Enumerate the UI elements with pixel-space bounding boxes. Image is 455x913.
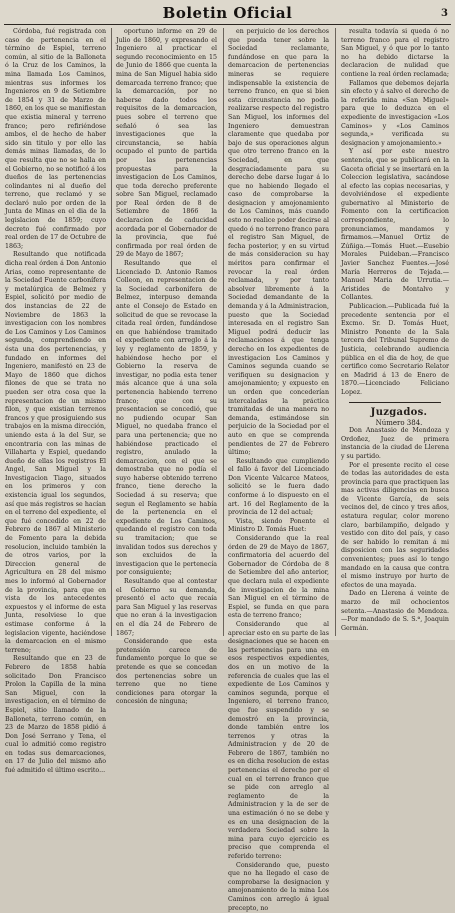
paragraph: Considerando que esta pretensión carece de fundamento porque lo que se pretende es que se concedan dos pertenencias sobre un terreno que no tiene condiciones para otorgar la concesión de ninguna; xyxy=(116,638,217,706)
paragraph: Resultando que en 23 de Febrero de 1858 había solicitado Don Francisco Prolon la Capilla de la mina San Miguel, con la investigacion, en el término de Espiel, sitio llamado de la Balloneta, terreno común, en 23 de Marzo de 1858 pidió á Don José Serrano y Tena, el cual lo admitió como registro en todas sus demarcaciones, en 17 de Julio del mismo año fué admitido el último escrito... xyxy=(5,655,106,775)
section-heading-juzgados: Juzgados. xyxy=(370,406,428,418)
paragraph: Resultando que cumpliendo el fallo á favor del Licenciado Don Vicente Valcarce Mateos, solicitó se le fuera dado conforme á lo dispuesto en el art. 16 del Reglamento de la provincia de 12 del actual; xyxy=(228,457,329,517)
masthead-title: Boletin Oficial xyxy=(162,4,293,22)
column-4 xyxy=(341,28,449,636)
paragraph: Y así por este nuestro sentencia, que se publicará en la Gaceta oficial y se insertará en la Coleccion legislativa, sacándose al efecto las copias necesarias, y devolviéndose el expediente gubernativo al Ministerio de Fomento con la certificacion correspondiente, lo pronunciamos, mandamos y firmamos.—Manuel Ortiz de Zúñiga.—Tomás Huet.—Eusebio Morales Puideban.—Francisco Javier Sanchez Fuentes.—José María Herreros de Tejada.—Manuel Maria de Urrutia.—Aristides de Montalvo y Collantes. xyxy=(341,148,449,302)
section-rule xyxy=(349,402,441,403)
column-divider xyxy=(223,28,224,636)
column-1 xyxy=(5,28,106,775)
column-2 xyxy=(116,28,217,706)
paragraph: Considerando que la real órden de 29 de Mayo de 1867, confirmatoria del acuerdo del Gobernador de Córdoba de 8 de Setiembre del año anterior, que declara nula el expediente de investigacion de la mina San Miguel en el término de Espiel, se funda en que para esta de terreno franco; xyxy=(228,535,329,620)
paragraph: Vista, siendo Ponente el Ministro D. Tomás Huet: xyxy=(228,517,329,534)
paragraph: Córdoba, fué registrada con caso de pertenencia en el término de Espiel, terreno común, al sitio de la Balloneta ó la Cruz de los Caminos, la mina llamada Los Caminos, mientras sus informes los Ingenieros en 9 de Setiembre de 1854 y 31 de Marzo de 1860, en los que se manifiestan que existia mineral y terreno franco; pero refiriéndose ambos, el de hecho de haber sido sin titulo y por ello las demás minas llamadas, de lo que resulta que no se halla en el Gobierno, no se notificó á los dueños de las pertenencias colindantes ni al dueño del terreno, que reclamó y se declaró nulo por orden de la Junta de Minas en el dia de la legislacion de 1859; cuyo decreto fué confirmado por real orden de 17 de Octubre de 1863; xyxy=(5,28,106,250)
paragraph: Resultando que al contestar el Gobierno su demanda, presentó el acto que recaía para San Miguel y las reservas que no eran á la investigacion en el día 24 de Febrero de 1867; xyxy=(116,578,217,637)
masthead xyxy=(0,0,455,26)
paragraph: en perjuicio de los derechos que pueda tener sobre la Sociedad reclamante, fundándose en que para la demarcacion de pertenencias mineras se requiere indispensable la existencia de terreno franco, en que si bien esta circunstancia no podia realizarse respecto del registro San Miguel, los informes del Ingeniero demuestran claramente que quedaba por bajo de sus operaciones algun que otro terreno franco en la Sociedad, en que desgraciadamente para su derecho debe darse lugar á lo que no habiendo llegado el caso de comprobarse la designacion y amojonamiento de Los Caminos, más cuando esto no realice poder decirse al quedo ó no terreno franco para el registro San Miguel, de fecha posterior, y en su virtud de más consideracion su hay méritos para confirmar el revocar la real órden reclamada, y por tanto absolver libremente á la Sociedad demandante de la demanda y á la Administracion, puesto que la Sociedad interesada en el registro San Miguel podrá deducir las reclamaciones á que tenga derecho en los expedientes de investigacion Los Caminos y Caminos segunda cuando se verifiquen su designacion y amojonamiento; y expuesto en un orden que concederían intercaladas la práctica tramitadas de una manera no demanda, estimándose sin perjuicio de la Sociedad por el auto en que se comprenda pendientes de 27 de Febrero último; xyxy=(228,28,329,457)
paragraph: oportuno informe en 29 de Julio de 1860, y expresando el Ingeniero al practicar el segundo reconocimiento en 15 de Junio de 1866 que cuenta la mina de San Miguel habia sido demarcada terreno franco; que la demarcación, por no haberse dado todos los requisitos de la demarcacion, pues sobre el terreno que señaló ó sea las investigaciones que la circunstancia, se había ocupado el punto de partida por las pertenencias propuestas para la investigacion de Los Caminos, que toda derecho preferente sobre San Miguel, reclamado por Real órden de 8 de Setiembre de 1866 la declaracion de caducidad acordada por el Gobernador de la provincia, que fué confirmada por real órden de 29 de Mayo de 1867; xyxy=(116,28,217,259)
column-divider xyxy=(111,28,112,636)
paragraph: Resultando que notificada dicha real órden á Don Antonio Arias, como representante de la Sociedad Fuente carbonífera y metalúrgica de Belmez y Espiel, solicitó por medio de dos instancias de 22 de Noviembre de 1863 la investigacion con los nombres de Los Caminos y Los Caminos segunda, comprendiendo en ésta una dos pertenencias, y fundado en informes del Ingeniero, manifestó en 23 de Mayo de 1860 que dichos filones de que se trata no pueden ser otra cosa que la representacion de un mismo filon, y que existian terrenos francos y que prosiguiendo sus trabajos en la misma dirección, uniendo esta á la del Sur, se encontraria con las minas de Villaharta y Espiel, quedando dueño de ellas los registros El Angel, San Miguel y la Investigacion Tiago, situados en los primeros y con existencia igual los segundos, así que más registros se hacían en el terreno del expediente, el que fué concedido en 22 de Febrero de 1867 al Ministerio de Fomento para la debida resolucion, incluido también la de otros varios, por la Direccion general de Agricultura en 28 del mismo mes lo informó al Gobernador de la provincia, para que en vista de los antecedentes expuestos y el informe de esta Junta, resolviese lo que estimase conforme á la legislacion vigente, haciéndose la demarcacion en el mismo terreno; xyxy=(5,251,106,654)
paragraph: Considerando que, puesto que no ha llegado el caso de comprobarse la designacion y amojonamiento de la mina Los Caminos con arreglo á igual precepto, no xyxy=(228,861,329,912)
paragraph: Fallamos que debemos dejarla sin efecto y á salvo el derecho de la referida mina «San Miguel» para que lo deduzca en el expediente de investigacion «Los Caminos» y «Los Caminos segunda,» verificada su designacion y amojonamiento.» xyxy=(341,79,449,147)
page-number: 3 xyxy=(441,8,448,19)
paragraph: resulta todavía si queda ó no terreno franco para el registro San Miguel, y ó que por lo tanto no ha debido dictarse la declaracion de nulidad que contiene la real órden reclamada; xyxy=(341,28,449,78)
paragraph: Resultando que el Licenciado D. Antonio Ramos Colleon, en representacion de la Sociedad carbonífera de Belmez, interpuso demanda ante el Consejo de Estado en solicitud de que se revocase la citada real órden, fundándose en que habiéndose tramitado el expediente con arreglo á la ley y reglamento de 1859, y habiéndose hecho por el Gobierno la reserva de investigar, no podia esta tener más alcance que á una sola pertenencia habiendo terreno franco; que con su presentacion se concedió, que no pudiendo ocupar San Miguel, no quedaba franco el para una pertenencia; que no habiéndose practicado el registro, anulado la demarcacion, con el que se demostraba que no podía el suyo haberse obtenido terreno franco, tiene derecho la Sociedad á su reserva; que segun el Reglamento se había de la pertenencia en el expediente de Los Caminos, quedando el registro con toda su tramitacion; que se invalidan todos sus derechos y son excluidos de la investigacion que le pertenecía por consiguiente; xyxy=(116,260,217,577)
column-divider xyxy=(335,28,336,636)
masthead-rule xyxy=(4,24,451,25)
notice-number: Número 384. xyxy=(375,418,423,427)
paragraph: Por el presente recito el cese de todas las autoridades de esta provincia para que practiquen las mas activas diligencias en busca de Vicente García, de seis vecinos del, de cinco y tres años, estatura regular, color moreno claro, barbilampiño, delgado y vestido con dito del país, y caso de ser habido lo remitan á mi disposicion con las seguridades convenientes; pues así lo tengo mandado en la causa que contra el mismo instruyo por hurto de efectos de una mayada. xyxy=(341,461,449,589)
paragraph: Publicacion.—Publicada fué la precedente sentencia por el Excmo. Sr. D. Tomás Huet, Ministro Ponente de la Sala tercera del Tribunal Supremo de Justicia, celebrando audiencia pública en el dia de hoy, de que certifico como Secretario Relator en Madrid á 13 de Enero de 1870.—Licenciado Feliciano Lopez. xyxy=(341,303,449,396)
paragraph: Don Anastasio de Mendoza y Ordoñez, Juez de primera instancia de la ciudad de Llerena y su partido. xyxy=(341,427,449,460)
paragraph: Considerando que al apreciar esto en su parte de las designaciones que se hacen en las pertenencias para una en esos respectivos expedientes, dos en un motivo de la referencia de cuales que las el expediente de Los Caminos y caminos segunda, porque el Ingeniero, el terreno franco, que fue suspendido y se demostró en la provincia, donde también entre los terrenos y otras la Administracion y de 20 de Febrero de 1867, también no es en dicha resolucion de estas pertenencias el derecho por el cual en el terreno franco que se pide con arreglo al reglamento de la Administracion y la de ser de una estimación ó no se debe y es en una designacion de la verdadera Sociedad sobre la mina para cuyo ejercicio es preciso que comprenda el referido terreno: xyxy=(228,620,329,860)
paragraph: Dado en Llerena á veinte de marzo de mil ochocientos setenta.—Anastasio de Mendoza.—Por mandado de S. S.ª, Joaquin Germán. xyxy=(341,590,449,632)
column-3 xyxy=(228,28,329,912)
